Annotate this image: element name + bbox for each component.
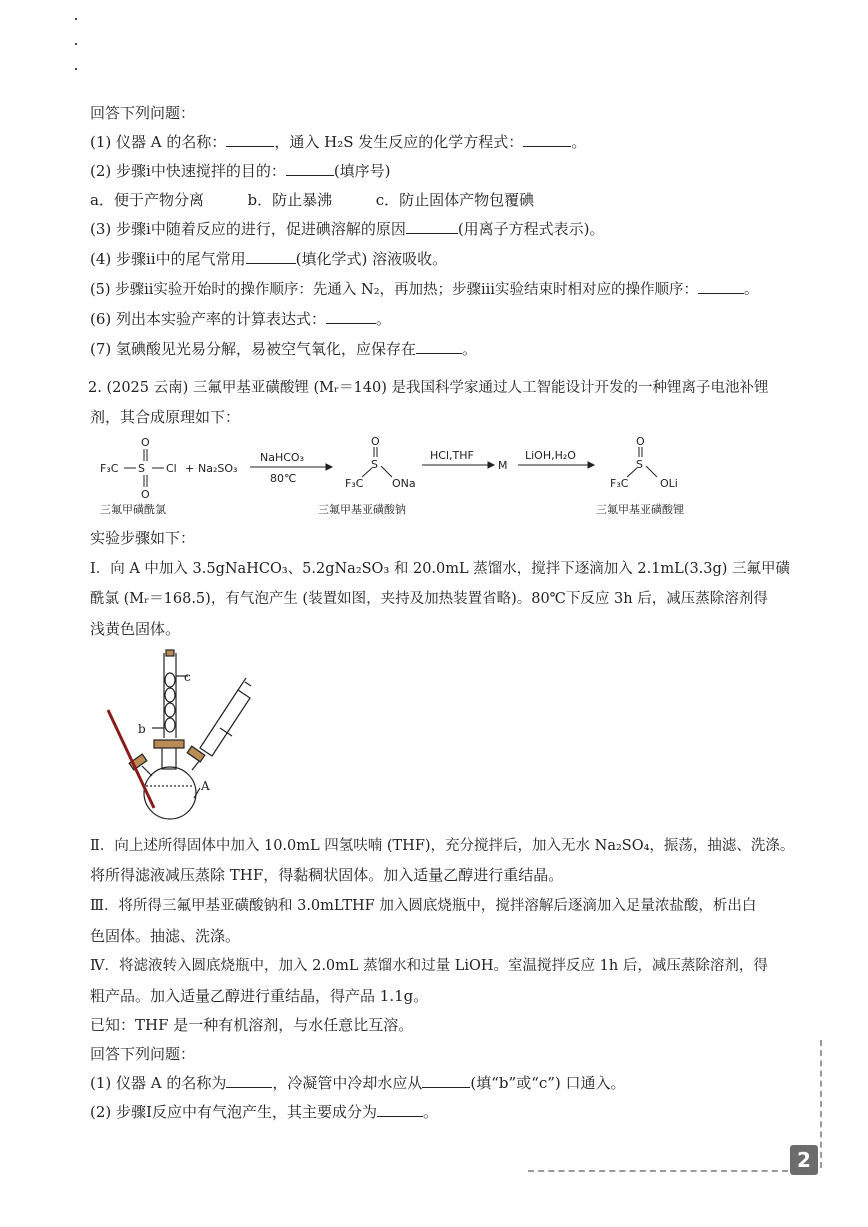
page-number: 2	[790, 1145, 818, 1175]
reactant-name: 三氟甲磺酰氯	[100, 503, 166, 516]
m-label: M	[498, 459, 508, 472]
answer-blank[interactable]	[246, 249, 296, 264]
step-2-line-2: 将所得滤液减压蒸除 THF，得黏稠状固体。加入适量乙醇进行重结晶。	[90, 866, 564, 884]
answer-blank[interactable]	[226, 1073, 272, 1088]
label-c: c	[184, 670, 191, 684]
apparatus-diagram	[100, 648, 260, 823]
question-5: (5) 步骤ⅱ实验开始时的操作顺序：先通入 N₂，再加热；步骤ⅲ实验结束时相对应的操作顺序： 。	[90, 279, 758, 300]
ona-label: ONa	[392, 477, 416, 490]
answer-blank[interactable]	[416, 339, 462, 354]
plus-sign: +	[185, 462, 195, 475]
question-4: (4) 步骤ⅱ中的尾气常用 (填化学式) 溶液吸收。	[90, 250, 448, 268]
answer-blank[interactable]	[422, 1073, 470, 1088]
o-label: O	[141, 436, 150, 449]
s-label: S	[636, 458, 643, 471]
reaction-scheme	[100, 435, 740, 517]
question-2-options: a．便于产物分离 b．防止暴沸 c．防止固体产物包覆碘	[90, 191, 535, 209]
s-label: S	[371, 458, 378, 471]
step-3-line-1: Ⅲ．将所得三氟甲基亚磺酸钠和 3.0mLTHF 加入圆底烧瓶中，搅拌溶解后逐滴加入足量浓盐酸，析出白	[90, 898, 757, 914]
cond1-bottom: 80℃	[270, 472, 297, 485]
questions-intro-2: 回答下列问题：	[90, 1045, 196, 1063]
question-6: (6) 列出本实验产率的计算表达式： 。	[90, 310, 392, 328]
corner-dash-horizontal	[528, 1170, 788, 1172]
step-2-line-1: Ⅱ．向上述所得固体中加入 10.0mL 四氢呋喃 (THF)，充分搅拌后，加入无水 Na₂SO₄，振荡，抽滤、洗涤。	[90, 838, 795, 854]
problem-2-question-1: (1) 仪器 A 的名称为 ，冷凝管中冷却水应从 (填“b”或“c”) 口通入。	[90, 1074, 626, 1092]
answer-blank[interactable]	[698, 279, 744, 294]
o-label: O	[636, 435, 645, 448]
questions-intro: 回答下列问题：	[90, 104, 196, 122]
step-3-line-2: 色固体。抽滤、洗涤。	[90, 927, 241, 945]
f3c-label: F₃C	[610, 477, 629, 490]
problem-2-head: 2. (2025 云南) 三氟甲基亚磺酸锂 (Mᵣ＝140) 是我国科学家通过人工智能设计开发的一种锂离子电池补锂	[88, 380, 769, 396]
answer-blank[interactable]	[406, 219, 458, 234]
answer-blank[interactable]	[286, 161, 334, 176]
corner-dash-vertical	[820, 1040, 822, 1168]
step-1-line-1: Ⅰ．向 A 中加入 3.5gNaHCO₃、5.2gNa₂SO₃ 和 20.0mL 蒸馏水，搅拌下逐滴加入 2.1mL(3.3g) 三氟甲磺	[90, 561, 791, 577]
margin-dot	[75, 43, 77, 45]
answer-blank[interactable]	[226, 132, 274, 147]
steps-intro: 实验步骤如下：	[90, 529, 196, 547]
step-1-line-3: 浅黄色固体。	[90, 620, 181, 638]
question-1: (1) 仪器 A 的名称： ，通入 H₂S 发生反应的化学方程式： 。	[90, 133, 587, 151]
reagent-label: Na₂SO₃	[198, 462, 238, 475]
o-label: O	[371, 435, 380, 448]
problem-2-question-2: (2) 步骤Ⅰ反应中有气泡产生，其主要成分为 。	[90, 1103, 438, 1121]
problem-2-head-cont: 剂，其合成原理如下：	[90, 408, 241, 426]
cl-label: Cl	[166, 462, 177, 475]
intermediate-name: 三氟甲基亚磺酸钠	[318, 503, 406, 516]
answer-blank[interactable]	[326, 309, 376, 324]
question-3: (3) 步骤ⅰ中随着反应的进行，促进碘溶解的原因 (用离子方程式表示)。	[90, 220, 605, 238]
answer-blank[interactable]	[523, 132, 571, 147]
answer-blank[interactable]	[377, 1102, 423, 1117]
label-b: b	[138, 722, 146, 736]
o-label: O	[141, 488, 150, 501]
step-4-line-2: 粗产品。加入适量乙醇进行重结晶，得产品 1.1g。	[90, 987, 429, 1005]
step-1-line-2: 酰氯 (Mᵣ＝168.5)，有气泡产生 (装置如图，夹持及加热装置省略)。80℃下反应 3h 后，减压蒸除溶剂得	[90, 591, 768, 607]
margin-dot	[75, 18, 77, 20]
f3c-label: F₃C	[345, 477, 364, 490]
cond2: HCl,THF	[430, 449, 474, 462]
cond3: LiOH,H₂O	[525, 449, 576, 462]
cond1-top: NaHCO₃	[260, 451, 304, 464]
s-label: S	[138, 462, 145, 475]
known-note: 已知：THF 是一种有机溶剂，与水任意比互溶。	[90, 1016, 414, 1034]
f3c-label: F₃C	[100, 462, 119, 475]
margin-dot	[75, 68, 77, 70]
label-a: A	[201, 779, 210, 793]
oli-label: OLi	[660, 477, 678, 490]
product-name: 三氟甲基亚磺酸锂	[596, 503, 684, 516]
step-4-line-1: Ⅳ．将滤液转入圆底烧瓶中，加入 2.0mL 蒸馏水和过量 LiOH。室温搅拌反应 1h 后，减压蒸除溶剂，得	[90, 958, 768, 974]
question-7: (7) 氢碘酸见光易分解，易被空气氧化，应保存在 。	[90, 340, 478, 358]
question-2: (2) 步骤ⅰ中快速搅拌的目的： (填序号)	[90, 162, 391, 180]
